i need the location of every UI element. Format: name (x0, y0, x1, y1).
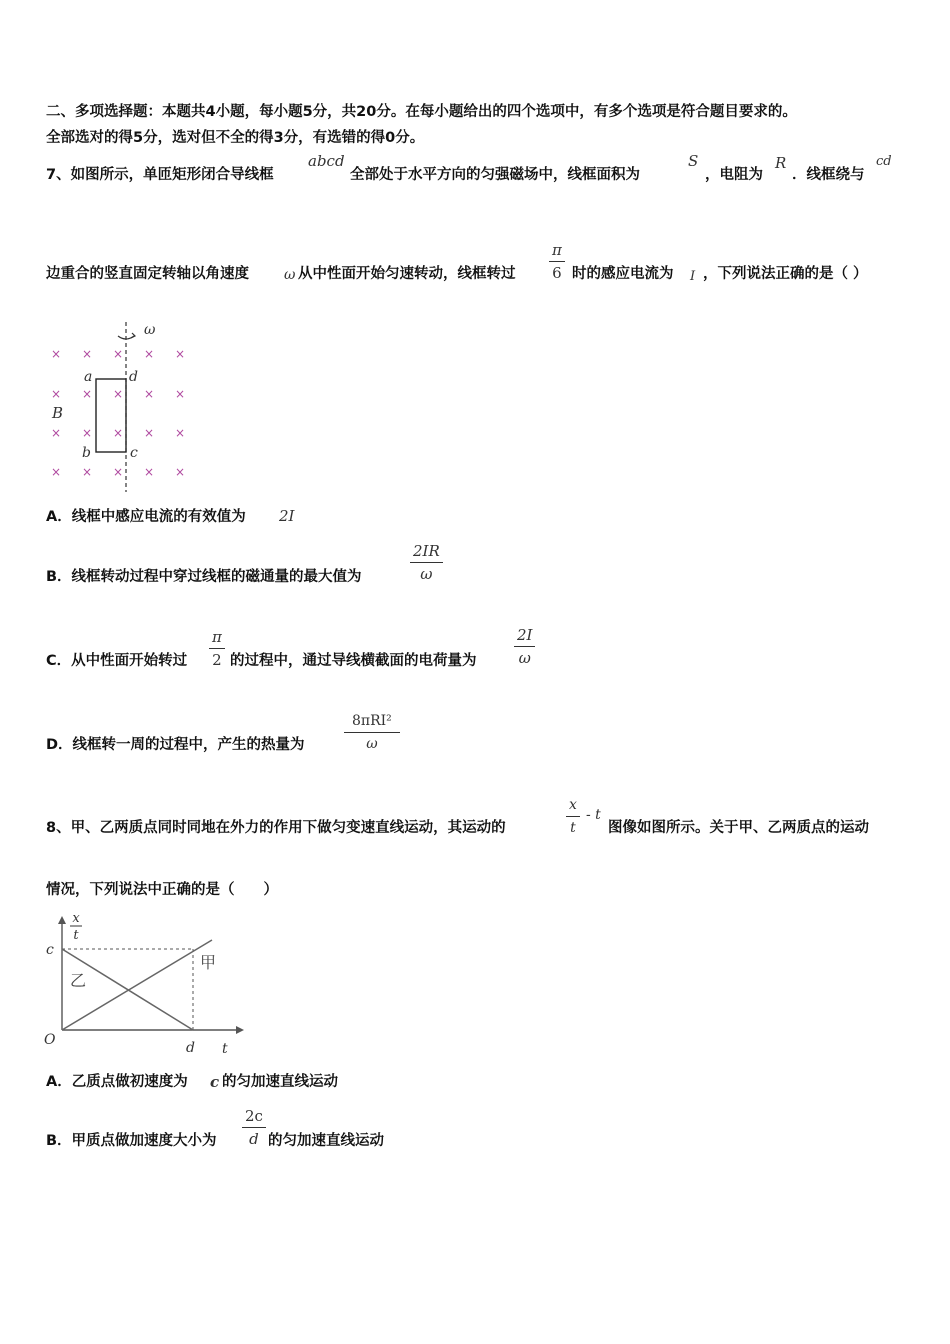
field-cross: × (143, 347, 155, 361)
q7-option-B-den: ω (420, 565, 433, 583)
q7-option-C-den: ω (518, 649, 531, 667)
q8-option-A-text-1: A．乙质点做初速度为 (46, 1074, 188, 1090)
label-d: d (186, 1040, 195, 1056)
q7-math-abcd: abcd (308, 152, 345, 170)
q7-figure (40, 318, 200, 496)
field-cross: × (50, 347, 62, 361)
q8-frac-num: x (566, 796, 580, 817)
q7-text-4: ．线框绕与 (792, 167, 865, 183)
q7-option-C-angle-den: 2 (212, 651, 222, 669)
field-cross: × (50, 387, 62, 401)
label-jia: 甲 (200, 953, 217, 972)
q7-text-2: 全部处于水平方向的匀强磁场中，线框面积为 (350, 167, 640, 183)
field-cross: × (174, 347, 186, 361)
field-cross: × (112, 347, 124, 361)
field-cross: × (174, 387, 186, 401)
q7-math-I: I (690, 269, 696, 284)
y-label-den: t (73, 928, 79, 943)
q7-option-C-text-1: C．从中性面开始转过 (46, 653, 188, 669)
q7-text-5: 边重合的竖直固定转轴以角速度 (46, 266, 249, 282)
q7-text-6: 从中性面开始匀速转动，线框转过 (298, 266, 516, 282)
q7-text-7: 时的感应电流为 (572, 266, 674, 282)
field-cross: × (143, 426, 155, 440)
section-heading-line2: 全部选对的得5分，选对但不全的得3分，有选错的得0分。 (46, 130, 425, 146)
q8-dash-t: - t (586, 807, 601, 823)
q8-option-B-text-2: 的匀加速直线运动 (268, 1133, 384, 1149)
q8-option-B-fraction (242, 1107, 266, 1148)
q7-option-C-angle-fraction (209, 628, 225, 669)
section-heading-line1: 二、多项选择题：本题共4小题，每小题5分，共20分。在每小题给出的四个选项中，有多个选项是符合题目要求的。 (46, 104, 797, 120)
field-cross: × (112, 387, 124, 401)
field-cross: × (50, 426, 62, 440)
q7-option-B-text: B．线框转动过程中穿过线框的磁通量的最大值为 (46, 569, 362, 585)
q7-option-C-fraction (514, 626, 535, 667)
field-cross: × (143, 465, 155, 479)
field-cross: × (112, 426, 124, 440)
q7-option-D-text: D．线框转一周的过程中，产生的热量为 (46, 737, 305, 753)
label-d: d (129, 369, 138, 385)
y-axis-arrow-icon (58, 916, 66, 924)
field-cross: × (81, 426, 93, 440)
label-a: a (84, 369, 93, 385)
q7-math-S: S (688, 152, 699, 170)
field-cross: × (174, 465, 186, 479)
arrowhead-icon (131, 333, 135, 338)
q7-option-C-num: 2I (514, 626, 535, 647)
q8-option-B-den: d (249, 1130, 259, 1148)
q7-option-D-num: 8πRI² (344, 712, 400, 733)
figure-omega-label: ω (144, 322, 156, 338)
q8-option-A-text-2: 的匀加速直线运动 (222, 1074, 338, 1090)
q8-text-3: 情况，下列说法中正确的是（ ） (46, 882, 278, 898)
q8-option-B-num: 2c (242, 1107, 266, 1128)
q8-text-2: 图像如图所示。关于甲、乙两质点的运动 (608, 820, 869, 836)
field-cross: × (81, 465, 93, 479)
label-c: c (130, 445, 138, 461)
q8-option-B-text-1: B．甲质点做加速度大小为 (46, 1133, 217, 1149)
t-axis-arrow-icon (236, 1026, 244, 1034)
q8-frac-den: t (570, 820, 576, 836)
q7-option-A-text: A．线框中感应电流的有效值为 (46, 509, 246, 525)
label-c: c (46, 942, 54, 958)
q7-math-cd: cd (876, 154, 892, 169)
q7-option-C-text-2: 的过程中，通过导线横截面的电荷量为 (230, 653, 477, 669)
q7-math-R: R (775, 154, 787, 172)
q7-fraction-pi-6 (549, 241, 565, 282)
q7-math-omega: ω (284, 267, 296, 283)
magnetic-field-crosses (51, 347, 185, 479)
field-cross: × (112, 465, 124, 479)
label-t: t (222, 1041, 228, 1057)
q7-text-3: ，电阻为 (705, 167, 763, 183)
q7-text-8: ，下列说法正确的是（ ） (703, 266, 868, 282)
q7-frac-num: π (549, 241, 565, 262)
field-cross: × (50, 465, 62, 479)
label-yi: 乙 (70, 971, 87, 990)
field-cross: × (81, 347, 93, 361)
label-origin: O (44, 1032, 56, 1048)
q7-option-C-angle-num: π (209, 628, 225, 649)
q7-option-B-num: 2IR (410, 542, 443, 563)
label-B: B (52, 404, 64, 422)
q8-text-1: 8、甲、乙两质点同时同地在外力的作用下做匀变速直线运动，其运动的 (46, 820, 506, 836)
q8-fraction-x-t (566, 796, 580, 837)
q8-graph (40, 908, 250, 1060)
field-cross: × (143, 387, 155, 401)
q7-option-D-fraction (344, 712, 400, 753)
field-cross: × (81, 387, 93, 401)
q7-text-1: 7、如图所示，单匝矩形闭合导线框 (46, 167, 274, 183)
y-label-num: x (72, 911, 80, 926)
field-cross: × (174, 426, 186, 440)
q7-option-D-den: ω (366, 736, 378, 752)
label-b: b (82, 445, 91, 461)
q7-option-A-math: 2I (279, 507, 295, 525)
q8-option-A-c: c (210, 1073, 220, 1091)
q7-option-B-fraction (410, 542, 443, 583)
q7-frac-den: 6 (552, 264, 562, 282)
